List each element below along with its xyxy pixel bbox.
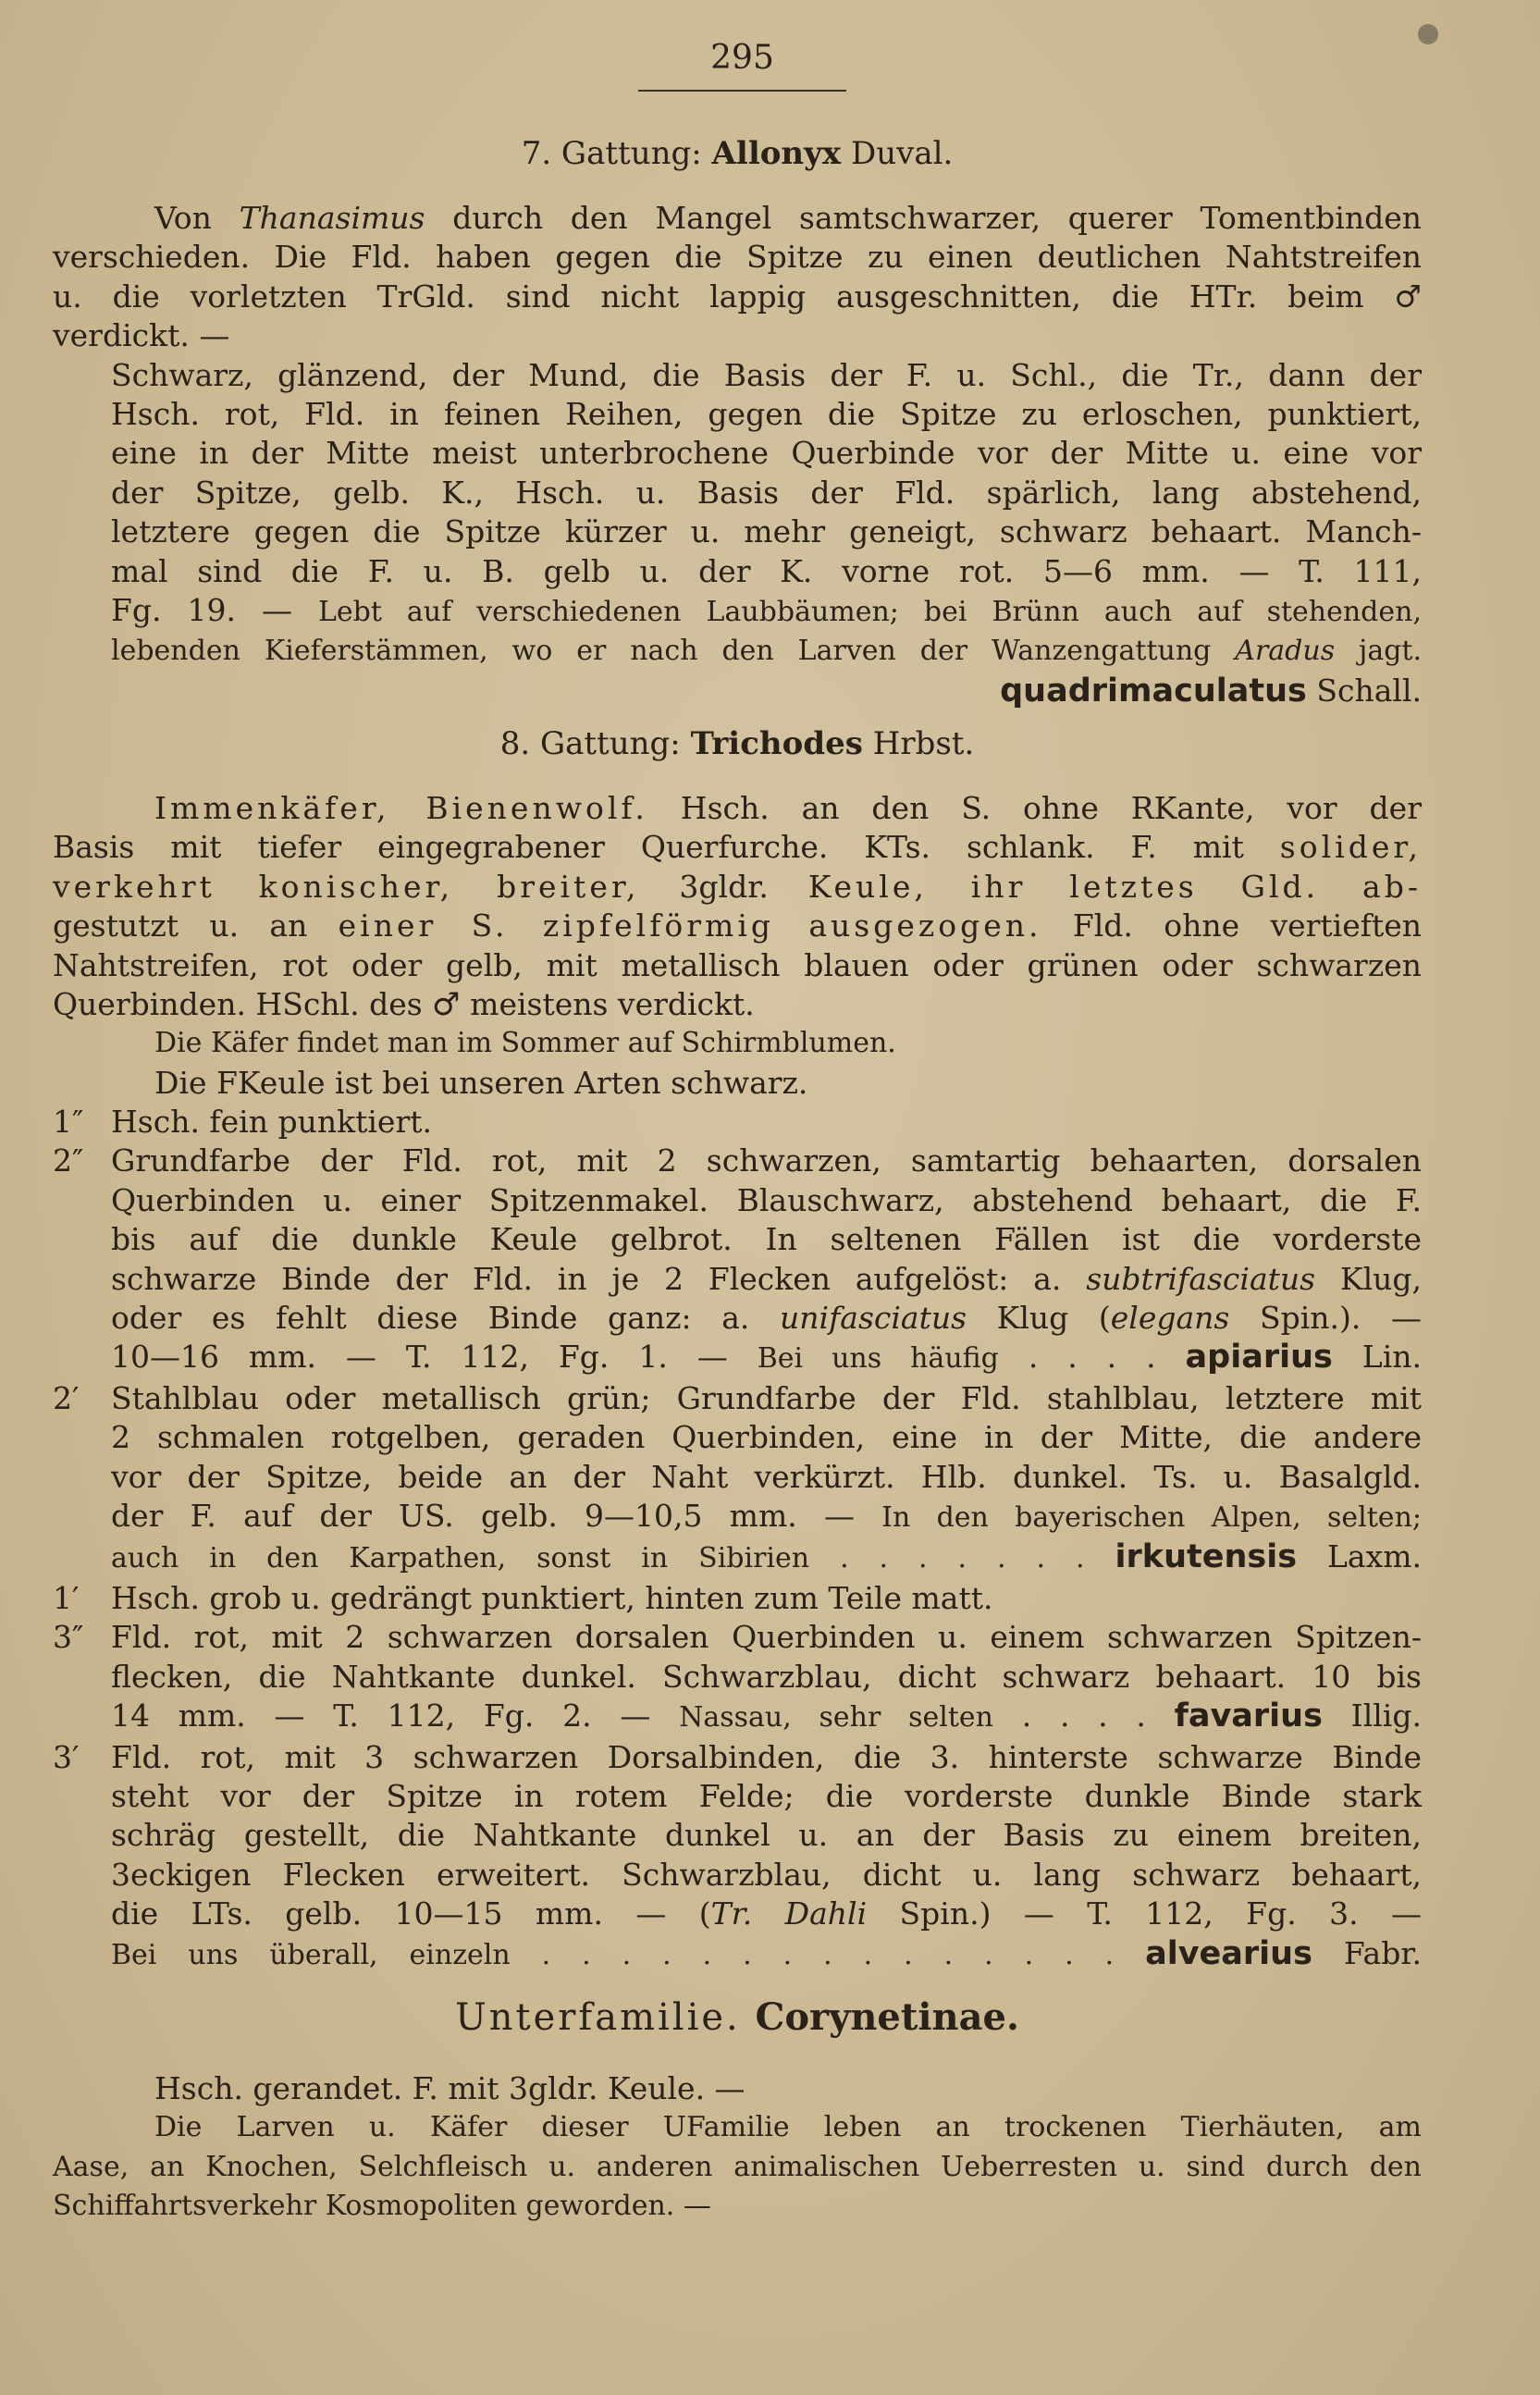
- species-name: favarius: [1174, 1697, 1323, 1735]
- text-line: Stahlblau oder metallisch grün; Grundfarbe der Fld. stahlblau, letztere mit: [111, 1379, 1422, 1416]
- text-line: Hsch. gerandet. F. mit 3gldr. Keule. —: [154, 2070, 745, 2106]
- text-line: Die FKeule ist bei unseren Arten schwarz.: [154, 1064, 808, 1101]
- text-line: Fld. rot, mit 3 schwarzen Dorsalbinden, die 3. hinterste schwarze Binde: [111, 1738, 1422, 1775]
- text-line: bis auf die dunkle Keule gelbrot. In seltenen Fällen ist die vorderste: [111, 1221, 1422, 1258]
- key-entry-1a: [53, 1103, 1422, 1142]
- text-line: oder es fehlt diese Binde ganz: a. unifasciatus Klug (elegans Spin.). —: [111, 1300, 1423, 1337]
- subfamily-label: Unterfamilie.: [455, 1996, 741, 2039]
- text-line: Grundfarbe der Fld. rot, mit 2 schwarzen, samtartig behaarten, dorsalen: [111, 1142, 1422, 1179]
- text-line: Die Käfer findet man im Sommer auf Schirmblumen.: [154, 1027, 896, 1060]
- key-number: 2′: [53, 1379, 80, 1416]
- species-line: [111, 672, 1422, 710]
- text-line: Hsch. grob u. gedrängt punktiert, hinten zum Teile matt.: [111, 1579, 993, 1616]
- subfamily-name: Corynetinae.: [755, 1995, 1019, 2039]
- key-number: 3′: [53, 1738, 80, 1775]
- text-line: schwarze Binde der Fld. in je 2 Flecken aufgelöst: a. subtrifasciatus Klug,: [111, 1260, 1422, 1297]
- ink-spot: [1418, 24, 1438, 44]
- key-number: 3″: [53, 1619, 84, 1656]
- species-line: Bei uns überall, einzeln . . . . . . . . . . . . . . . alvearius Fabr.: [111, 1934, 1422, 1972]
- text-line: Schiffahrtsverkehr Kosmopoliten geworden. —: [53, 2190, 711, 2223]
- genus-name: Allonyx: [711, 135, 842, 172]
- text-line: Immenkäfer, Bienenwolf. Hsch. an den S. ohne RKante, vor der: [154, 790, 1422, 826]
- text-line: die LTs. gelb. 10—15 mm. — (Tr. Dahli Spin.) — T. 112, Fg. 3. —: [111, 1895, 1422, 1932]
- text-line: flecken, die Nahtkante dunkel. Schwarzblau, dicht schwarz behaart. 10 bis: [111, 1658, 1422, 1695]
- key-entry-1b: [53, 1579, 1422, 1618]
- trichodes-description: [53, 789, 1422, 1103]
- text-line: lebenden Kieferstämmen, wo er nach den Larven der Wanzengattung Aradus jagt.: [111, 635, 1422, 668]
- genus-heading-trichodes: [53, 724, 1422, 763]
- key-number: 2″: [53, 1142, 84, 1179]
- species-line: 14 mm. — T. 112, Fg. 2. — Nassau, sehr selten . . . . favarius Illig.: [111, 1697, 1422, 1735]
- text-line: verdickt. —: [53, 317, 230, 354]
- key-entry-3a: [53, 1618, 1422, 1737]
- text-line: verkehrt konischer, breiter, 3gldr. Keule, ihr letztes Gld. ab-: [53, 868, 1422, 905]
- text-line: u. die vorletzten TrGld. sind nicht lappig ausgeschnitten, die HTr. beim ♂: [53, 278, 1422, 315]
- identification-key: [53, 1103, 1422, 1975]
- text-line: Hsch. rot, Fld. in feinen Reihen, gegen die Spitze zu erloschen, punktiert,: [111, 396, 1422, 433]
- text-line: Querbinden. HSchl. des ♂ meistens verdickt.: [53, 986, 755, 1024]
- species-name: apiarius: [1185, 1339, 1333, 1377]
- text-line: Von Thanasimus durch den Mangel samtschwarzer, querer Tomentbinden: [154, 200, 1422, 236]
- genus-label: 8. Gattung:: [499, 725, 681, 762]
- species-line: auch in den Karpathen, sonst in Sibirien . . . . . . . irkutensis Laxm.: [111, 1538, 1422, 1576]
- genus-heading-allonyx: [53, 134, 1422, 173]
- text-line: Nahtstreifen, rot oder gelb, mit metallisch blauen oder grünen oder schwarzen: [53, 946, 1422, 983]
- text-line: Basis mit tiefer eingegrabener Querfurche. KTs. schlank. F. mit solider,: [53, 829, 1422, 866]
- text-line: gestutzt u. an einer S. zipfelförmig ausgezogen. Fld. ohne vertieften: [53, 907, 1422, 944]
- genus-name: Trichodes: [690, 725, 863, 762]
- text-line: Querbinden u. einer Spitzenmakel. Blauschwarz, abstehend behaart, die F.: [111, 1181, 1422, 1218]
- genus-label: 7. Gattung:: [521, 135, 702, 172]
- text-line: Hsch. fein punktiert.: [111, 1104, 432, 1140]
- text-line: Fg. 19. — Lebt auf verschiedenen Laubbäumen; bei Brünn auch auf stehenden,: [111, 592, 1422, 629]
- text-line: 2 schmalen rotgelben, geraden Querbinden, eine in der Mitte, die andere: [111, 1419, 1422, 1456]
- genus-author: Hrbst.: [872, 725, 975, 762]
- text-line: Fld. rot, mit 2 schwarzen dorsalen Querbinden u. einem schwarzen Spitzen-: [111, 1619, 1422, 1656]
- page-number-rule: [638, 90, 846, 92]
- taxon-name: Aradus: [1235, 635, 1336, 668]
- subfamily-heading: [53, 1995, 1422, 2039]
- key-entry-3b: [53, 1738, 1422, 1975]
- taxon-name: Thanasimus: [239, 200, 425, 236]
- text-line: Die Larven u. Käfer dieser UFamilie leben an trockenen Tierhäuten, am: [154, 2111, 1422, 2144]
- key-number: 1′: [53, 1579, 80, 1616]
- key-number: 1″: [53, 1104, 84, 1140]
- species-name: irkutensis: [1115, 1538, 1298, 1576]
- genus-author: Duval.: [850, 135, 954, 172]
- text-line: der F. auf der US. gelb. 9—10,5 mm. — In den bayerischen Alpen, selten;: [111, 1498, 1422, 1535]
- corynetinae-description: [53, 2069, 1422, 2227]
- key-entry-2a: [53, 1142, 1422, 1378]
- text-line: mal sind die F. u. B. gelb u. der K. vorne rot. 5—6 mm. — T. 111,: [111, 552, 1422, 589]
- text-line: Aase, an Knochen, Selchfleisch u. anderen animalischen Ueberresten u. sind durch den: [53, 2150, 1422, 2183]
- text-line: Schwarz, glänzend, der Mund, die Basis der F. u. Schl., die Tr., dann der: [111, 356, 1422, 393]
- species-name: quadrimaculatus: [1000, 672, 1307, 710]
- page-number: 295: [710, 39, 774, 77]
- text-line: letztere gegen die Spitze kürzer u. mehr geneigt, schwarz behaart. Manch-: [111, 513, 1422, 550]
- allonyx-details: [111, 356, 1422, 711]
- text-line: verschieden. Die Fld. haben gegen die Spitze zu einen deutlichen Nahtstreifen: [53, 239, 1422, 276]
- text-line: eine in der Mitte meist unterbrochene Querbinde vor der Mitte u. eine vor: [111, 435, 1422, 472]
- allonyx-description: [53, 199, 1422, 710]
- text-line: steht vor der Spitze in rotem Felde; die vorderste dunkle Binde stark: [111, 1777, 1422, 1814]
- text-line: 3eckigen Flecken erweitert. Schwarzblau, dicht u. lang schwarz behaart,: [111, 1856, 1422, 1893]
- species-author: Schall.: [1316, 672, 1422, 709]
- species-line: 10—16 mm. — T. 112, Fg. 1. — Bei uns häufig . . . . apiarius Lin.: [111, 1339, 1423, 1377]
- male-symbol: ♂: [432, 986, 461, 1024]
- key-entry-2b: [53, 1379, 1422, 1579]
- text-line: der Spitze, gelb. K., Hsch. u. Basis der Fld. spärlich, lang abstehend,: [111, 474, 1422, 511]
- text-line: schräg gestellt, die Nahtkante dunkel u. an der Basis zu einem breiten,: [111, 1817, 1422, 1854]
- species-name: alvearius: [1145, 1934, 1312, 1972]
- text-line: vor der Spitze, beide an der Naht verkürzt. Hlb. dunkel. Ts. u. Basalgld.: [111, 1458, 1422, 1495]
